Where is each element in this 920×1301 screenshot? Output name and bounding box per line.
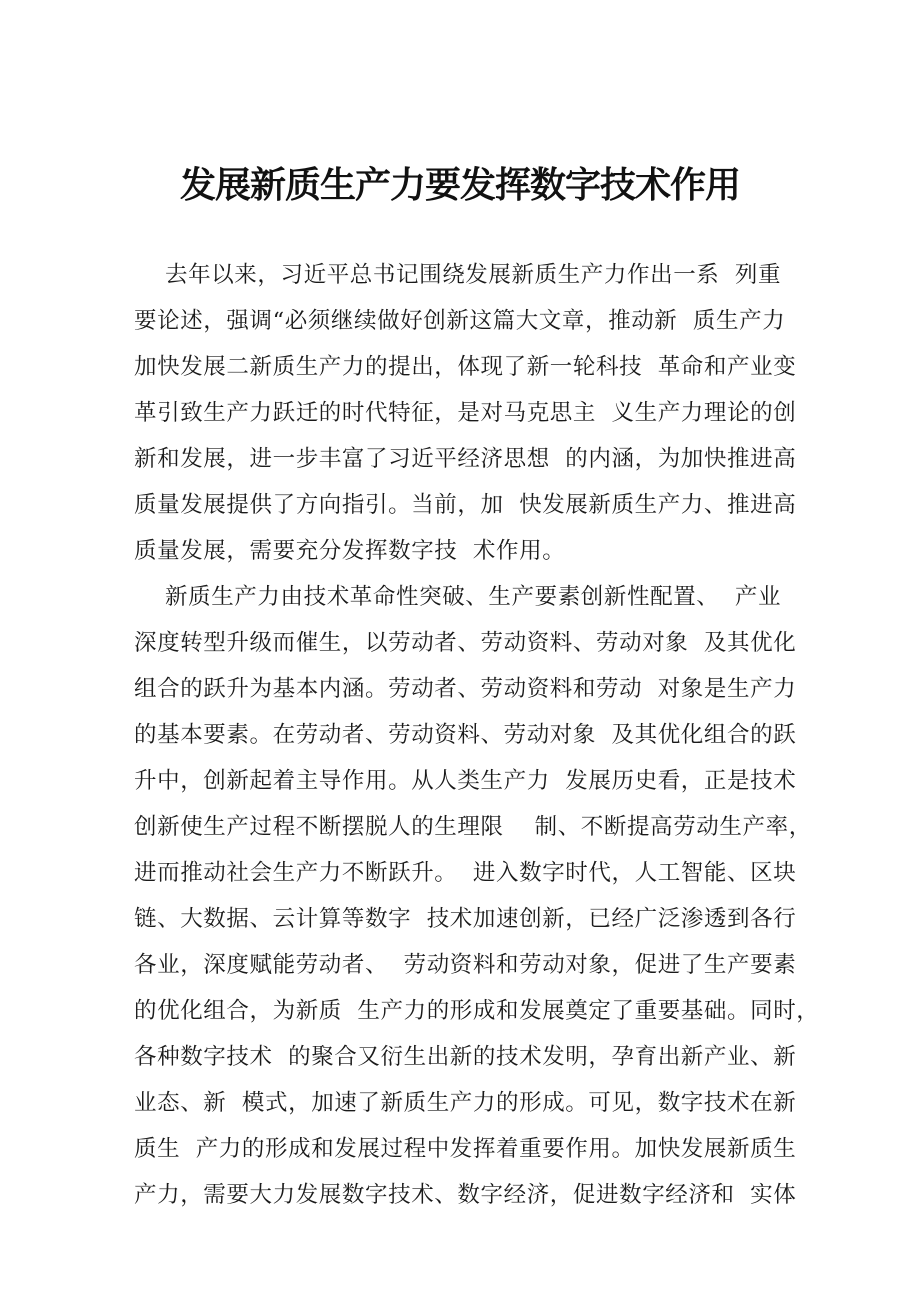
body-line: 创新使生产过程不断摆脱人的生理限 制、不断提高劳动生产率， bbox=[134, 814, 812, 840]
body-line: 升中，创新起着主导作用。从人类生产力 发展历史看，正是技术 bbox=[134, 768, 797, 794]
body-line: 革引致生产力跃迁的时代特征，是对马克思主 义生产力理论的创 bbox=[134, 400, 797, 426]
body-line: 去年以来，习近平总书记围绕发展新质生产力作出一系 列重 bbox=[134, 262, 782, 288]
body-line: 产力，需要大力发展数字技术、数字经济，促进数字经济和 实体 bbox=[134, 1182, 797, 1208]
body-line: 各业，深度赋能劳动者、 劳动资料和劳动对象，促进了生产要素 bbox=[134, 952, 797, 978]
body-line: 加快发展二新质生产力的提出，体现了新一轮科技 革命和产业变 bbox=[134, 354, 797, 380]
body-line: 业态、新 模式，加速了新质生产力的形成。可见，数字技术在新 bbox=[134, 1090, 797, 1116]
body-line: 链、大数据、云计算等数字 技术加速创新，已经广泛渗透到各行 bbox=[134, 906, 797, 932]
body-line: 质生 产力的形成和发展过程中发挥着重要作用。加快发展新质生 bbox=[134, 1136, 797, 1162]
body-line: 深度转型升级而催生，以劳动者、劳动资料、劳动对象 及其优化 bbox=[134, 630, 797, 656]
body-line: 新质生产力由技术革命性突破、生产要素创新性配置、 产业 bbox=[134, 584, 782, 610]
body-line: 新和发展，进一步丰富了习近平经济思想 的内涵，为加快推进高 bbox=[134, 446, 797, 472]
body-line: 进而推动社会生产力不断跃升。 进入数字时代，人工智能、区块 bbox=[134, 860, 797, 886]
body-line: 的优化组合，为新质 生产力的形成和发展奠定了重要基础。同时， bbox=[134, 998, 820, 1024]
body-line: 的基本要素。在劳动者、劳动资料、劳动对象 及其优化组合的跃 bbox=[134, 722, 797, 748]
document-body bbox=[134, 252, 820, 1218]
body-line: 要论述，强调“必须继续做好创新这篇大文章，推动新 质生产力 bbox=[134, 308, 786, 334]
body-line: 组合的跃升为基本内涵。劳动者、劳动资料和劳动 对象是生产力 bbox=[134, 676, 797, 702]
body-line: 各种数字技术 的聚合又衍生出新的技术发明，孕育出新产业、新 bbox=[134, 1044, 797, 1070]
body-line: 质量发展提供了方向指引。当前，加 快发展新质生产力、推进高 bbox=[134, 492, 797, 518]
body-line: 质量发展，需要充分发挥数字技 术作用。 bbox=[134, 538, 566, 564]
document-title: 发展新质生产力要发挥数字技术作用 bbox=[179, 165, 740, 206]
